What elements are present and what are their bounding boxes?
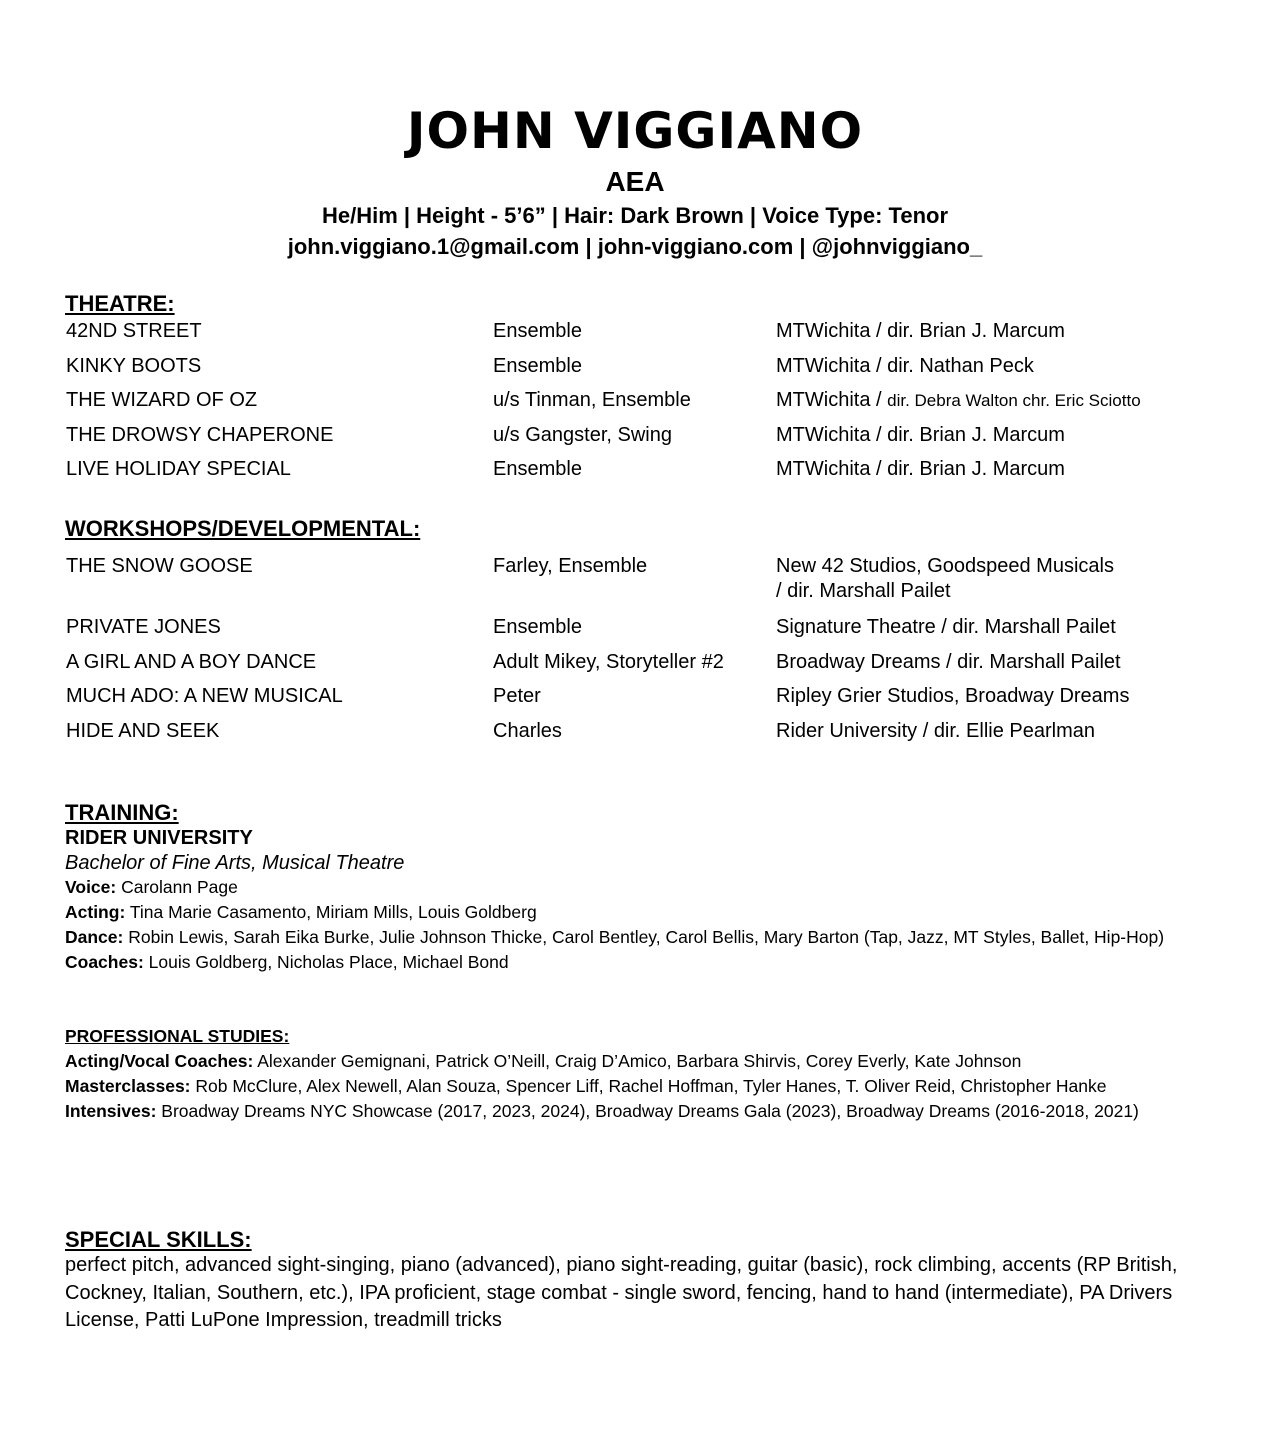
training-text: Robin Lewis, Sarah Eika Burke, Julie Johnson Thicke, Carol Bentley, Carol Bellis, Mary Barton (Tap, Jazz, MT Styles, Ballet, Hip-Hop): [123, 927, 1165, 947]
training-label: Acting:: [65, 902, 126, 922]
venue-director: [776, 388, 1141, 413]
show-title: A GIRL AND A BOY DANCE: [66, 650, 317, 673]
training-text: Louis Goldberg, Nicholas Place, Michael Bond: [143, 952, 509, 972]
union-affiliation: AEA: [605, 166, 665, 197]
training-heading: TRAINING:: [65, 800, 179, 825]
training-line: [65, 950, 1215, 975]
training-line: [65, 925, 1215, 950]
venue-director: Broadway Dreams / dir. Marshall Pailet: [776, 650, 1121, 673]
credit-row: [66, 354, 1246, 389]
studies-line: [65, 1099, 1215, 1124]
contact-info: john.viggiano.1@gmail.com | john-viggiano.com | @johnviggiano_: [287, 234, 983, 259]
show-title: THE WIZARD OF OZ: [66, 389, 258, 411]
resume-header: [0, 98, 1270, 262]
director-choreographer: dir. Debra Walton chr. Eric Sciotto: [887, 391, 1141, 410]
venue-director: Rider University / dir. Ellie Pearlman: [776, 719, 1095, 742]
show-title: MUCH ADO: A NEW MUSICAL: [66, 685, 343, 707]
studies-line: [65, 1049, 1215, 1074]
credit-row: [66, 457, 1246, 492]
studies-text: Alexander Gemignani, Patrick O’Neill, Craig D’Amico, Barbara Shirvis, Corey Everly, Kate Johnson: [253, 1051, 1022, 1071]
show-title: 42ND STREET: [66, 320, 202, 342]
role: Farley, Ensemble: [493, 555, 648, 577]
credit-row: [66, 319, 1246, 354]
credit-row: [66, 554, 1246, 615]
role: Ensemble: [493, 320, 582, 342]
venue-director: MTWichita / dir. Brian J. Marcum: [776, 458, 1065, 480]
training-label: Dance:: [65, 927, 124, 947]
credit-row: [66, 684, 1246, 719]
role: Charles: [493, 719, 562, 742]
studies-label: Intensives:: [65, 1101, 157, 1121]
training-line: [65, 875, 1215, 900]
training-label: Voice:: [65, 877, 117, 897]
theatre-credits: [66, 319, 1246, 492]
credit-row: [66, 719, 1246, 754]
theatre-heading: THEATRE:: [65, 291, 175, 316]
role: Ensemble: [493, 354, 582, 377]
credit-row: [66, 615, 1246, 650]
show-title: THE DROWSY CHAPERONE: [66, 423, 334, 446]
studies-label: Acting/Vocal Coaches:: [65, 1051, 254, 1071]
studies-text: Rob McClure, Alex Newell, Alan Souza, Spencer Liff, Rachel Hoffman, Tyler Hanes, T. Oliver Reid, Christopher Hanke: [190, 1076, 1107, 1096]
personal-details: He/Him | Height - 5’6” | Hair: Dark Brown | Voice Type: Tenor: [321, 203, 949, 228]
studies-text: Broadway Dreams NYC Showcase (2017, 2023, 2024), Broadway Dreams Gala (2023), Broadway Dreams (2016-2018, 2021): [156, 1101, 1139, 1121]
director: / dir. Marshall Pailet: [776, 580, 951, 602]
training-line: [65, 900, 1215, 925]
venue-director: Ripley Grier Studios, Broadway Dreams: [776, 685, 1130, 707]
role: u/s Tinman, Ensemble: [493, 389, 691, 411]
venue-director: Signature Theatre / dir. Marshall Pailet: [776, 616, 1116, 638]
workshops-heading: WORKSHOPS/DEVELOPMENTAL:: [65, 516, 421, 541]
professional-studies-heading: PROFESSIONAL STUDIES:: [65, 1026, 290, 1046]
role: Ensemble: [493, 616, 582, 638]
venue: New 42 Studios, Goodspeed Musicals: [776, 555, 1114, 577]
show-title: PRIVATE JONES: [66, 616, 221, 638]
professional-studies-section: [65, 1049, 1215, 1124]
role: u/s Gangster, Swing: [493, 423, 672, 446]
role: Ensemble: [493, 458, 582, 480]
credit-row: [66, 388, 1246, 423]
training-text: Carolann Page: [116, 877, 238, 897]
degree: Bachelor of Fine Arts, Musical Theatre: [65, 852, 405, 874]
training-label: Coaches:: [65, 952, 144, 972]
credit-row: [66, 650, 1246, 685]
show-title: LIVE HOLIDAY SPECIAL: [66, 458, 291, 480]
school-name: RIDER UNIVERSITY: [65, 827, 253, 849]
performer-name: JOHN VIGGIANO: [406, 102, 864, 160]
credit-row: [66, 423, 1246, 458]
venue-director: MTWichita / dir. Brian J. Marcum: [776, 320, 1065, 342]
training-section: [65, 825, 1215, 975]
show-title: HIDE AND SEEK: [66, 719, 220, 742]
special-skills-heading: SPECIAL SKILLS:: [65, 1227, 252, 1252]
special-skills-text: perfect pitch, advanced sight-singing, piano (advanced), piano sight-reading, guitar (basic), rock climbing, accents (RP British, Cockney, Italian, Southern, etc.), IPA proficient, stage combat - single sword, fencing, hand to hand (intermediate), PA Drivers License, Patti LuPone Impression, treadmill tricks: [65, 1254, 1178, 1331]
venue: MTWichita /: [776, 389, 888, 411]
show-title: KINKY BOOTS: [66, 354, 202, 377]
venue-director: [776, 554, 1114, 604]
venue-director: MTWichita / dir. Brian J. Marcum: [776, 423, 1065, 446]
studies-label: Masterclasses:: [65, 1076, 191, 1096]
role: Adult Mikey, Storyteller #2: [493, 650, 724, 673]
studies-line: [65, 1074, 1215, 1099]
venue-director: MTWichita / dir. Nathan Peck: [776, 354, 1034, 377]
workshop-credits: [66, 554, 1246, 753]
show-title: THE SNOW GOOSE: [66, 555, 253, 577]
training-text: Tina Marie Casamento, Miriam Mills, Louis Goldberg: [125, 902, 537, 922]
role: Peter: [493, 685, 541, 707]
